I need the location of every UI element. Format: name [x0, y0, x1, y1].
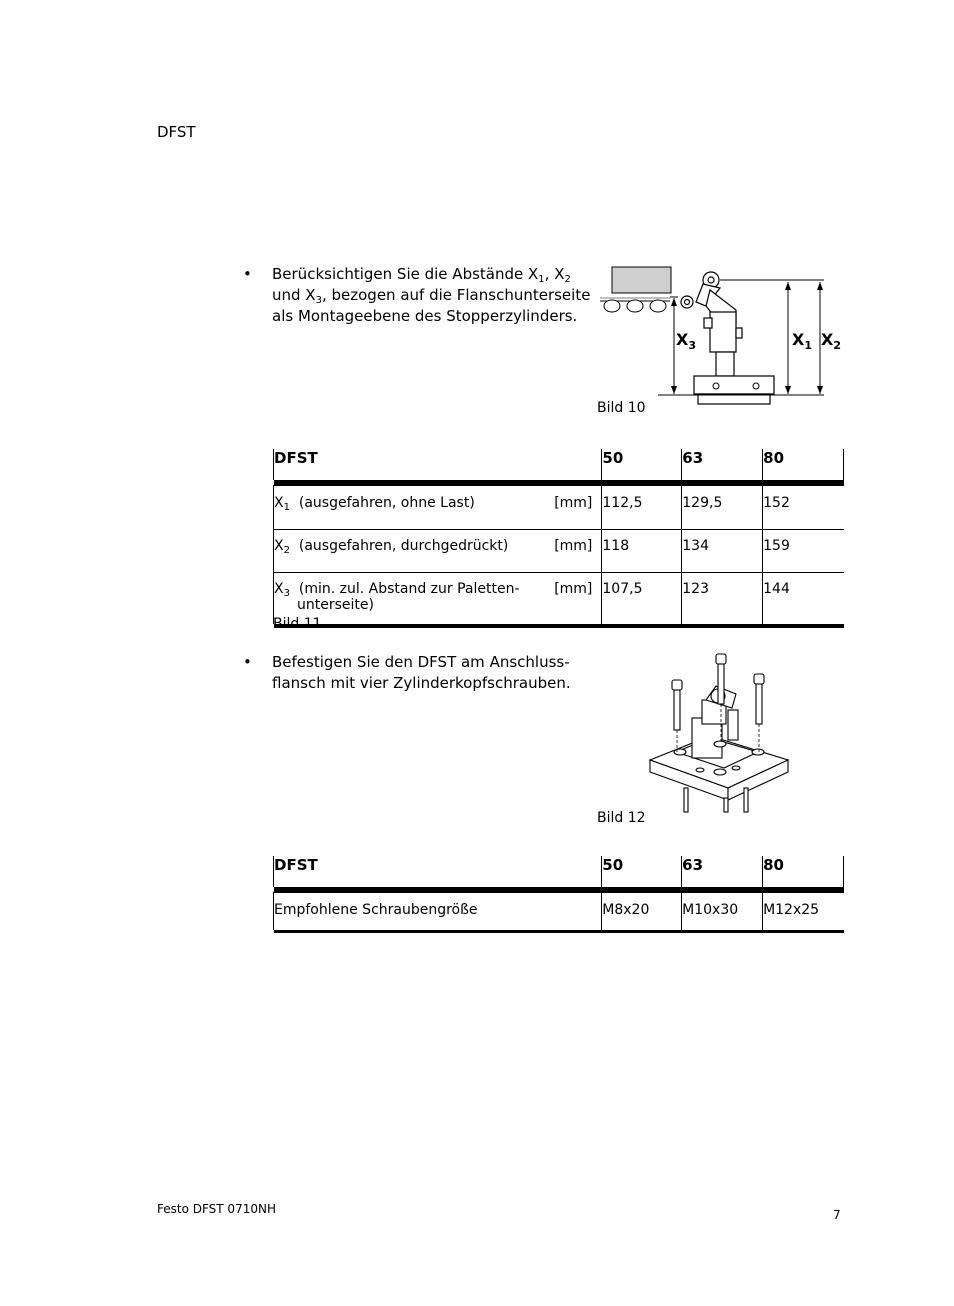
bullet-text: [272, 264, 590, 327]
table-row: [mm] $X_2$ (ausgefahren, durchgedrückt) 118 134 159: [274, 530, 844, 573]
row-label: (min. zul. Abstand zur Paletten-: [298, 581, 520, 597]
x2-label: $X_2$: [821, 330, 841, 352]
x3-label: $X_3$: [676, 330, 696, 352]
table-header-cell: DFST: [274, 856, 602, 887]
text-line: flansch mit vier Zylinderkopfschrauben.: [272, 674, 571, 692]
table-header-cell: 80: [763, 449, 844, 480]
table-cell: 134: [682, 530, 763, 573]
text-line: und $X_3$, bezogen auf die Flanschunterseite: [272, 286, 591, 306]
table-cell: M12x25: [763, 893, 844, 931]
table-header-cell: 63: [682, 449, 763, 480]
row-label: (ausgefahren, ohne Last): [298, 495, 475, 511]
stopper-cylinder-dimension-figure: [598, 262, 841, 408]
x1-label: $X_1$: [792, 330, 812, 352]
figure-caption: Bild 12: [597, 810, 646, 826]
unit-label: [mm]: [554, 495, 593, 511]
bullet-marker: •: [243, 653, 252, 671]
table-cell: 112,5: [602, 486, 682, 530]
table-cell: M8x20: [602, 893, 682, 931]
page-number: 7: [833, 1208, 841, 1222]
table-header-cell: 50: [602, 856, 682, 887]
table-cell: 107,5: [602, 573, 682, 625]
row-label: (ausgefahren, durchgedrückt): [298, 538, 509, 554]
table-header-cell: 50: [602, 449, 682, 480]
table-row: [mm] $X_1$ (ausgefahren, ohne Last) 112,5 129,5 152: [274, 486, 844, 530]
unit-label: [mm]: [554, 538, 593, 554]
table-header-cell: DFST: [274, 449, 602, 480]
text-line: als Montageebene des Stopperzylinders.: [272, 307, 578, 325]
table-cell: 123: [682, 573, 763, 625]
table-header-cell: 63: [682, 856, 763, 887]
dimension-table: [273, 449, 844, 628]
table-cell: 144: [763, 573, 844, 625]
text-line: Befestigen Sie den DFST am Anschluss-: [272, 653, 570, 671]
footer-document-id: Festo DFST 0710NH: [157, 1202, 276, 1216]
bullet-marker: •: [243, 265, 252, 283]
table-row: [274, 893, 844, 931]
table-cell: 118: [602, 530, 682, 573]
bullet-text: [272, 652, 571, 694]
flange-mounting-figure: [640, 648, 790, 812]
screw-size-table: [273, 856, 844, 933]
unit-label: [mm]: [554, 581, 593, 597]
row-label: Empfohlene Schraubengröße: [274, 893, 602, 931]
table-row: [mm] $X_3$ (min. zul. Abstand zur Paletten- unterseite) 107,5 123 144: [274, 573, 844, 625]
table-cell: M10x30: [682, 893, 763, 931]
row-label-continuation: unterseite): [297, 597, 374, 613]
section-header: DFST: [157, 123, 196, 141]
bullet-item: [243, 652, 603, 700]
table-cell: 129,5: [682, 486, 763, 530]
table-cell: 159: [763, 530, 844, 573]
table-cell: 152: [763, 486, 844, 530]
table-header-cell: 80: [763, 856, 844, 887]
figure-caption: Bild 10: [597, 400, 646, 416]
table-caption: Bild 11: [273, 616, 322, 632]
text-line: Berücksichtigen Sie die Abstände $X_1$, $X_2$: [272, 265, 571, 285]
bullet-item: [243, 264, 603, 334]
